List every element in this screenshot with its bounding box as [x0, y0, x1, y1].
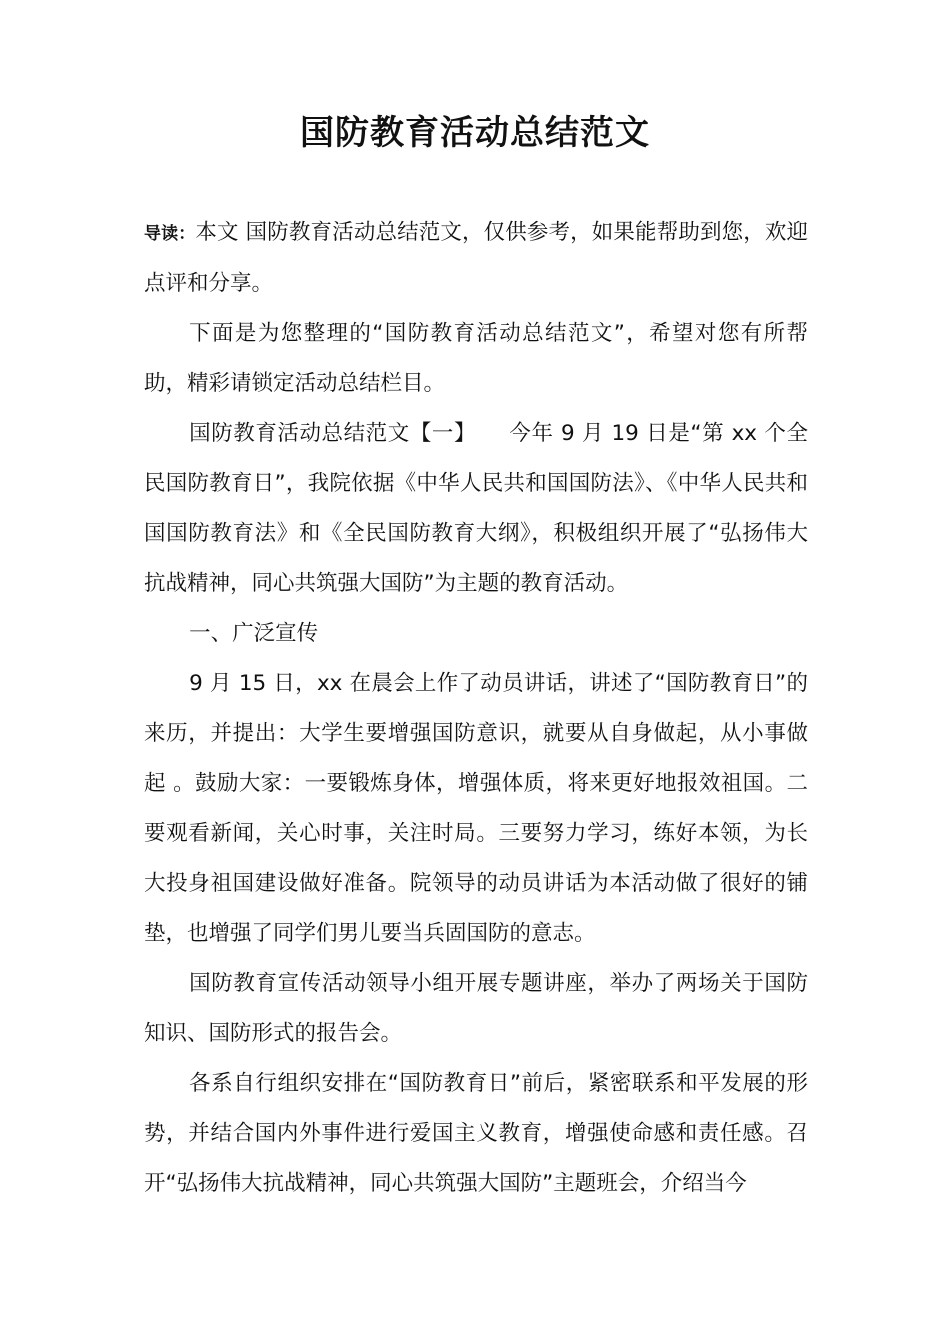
body-paragraph: 各系自行组织安排在“国防教育日”前后，紧密联系和平发展的形势，并结合国内外事件进行爱国主义教育，增强使命感和责任感。召开“弘扬伟大抗战精神，同心共筑强大国防”主题班会，介绍当今	[144, 1071, 808, 1196]
body-paragraph: 国防教育活动总结范文【一】 今年 9 月 19 日是“第 xx 个全民国防教育日”，我院依据《中华人民共和国国防法》、《中华人民共和国国防教育法》和《全民国防教育大纲》，积极组织开展了“弘扬伟大抗战精神，同心共筑强大国防”为主题的教育活动。	[144, 421, 808, 596]
document-body	[144, 208, 808, 1209]
body-paragraph: 下面是为您整理的“国防教育活动总结范文”，希望对您有所帮助，精彩请锁定活动总结栏目。	[144, 321, 808, 396]
lead-label: 导读：	[144, 224, 196, 244]
body-paragraph: 国防教育宣传活动领导小组开展专题讲座，举办了两场关于国防知识、国防形式的报告会。	[144, 971, 808, 1046]
section-heading: 一、广泛宣传	[189, 621, 319, 646]
lead-paragraph	[144, 208, 808, 309]
lead-text: 本文 国防教育活动总结范文，仅供参考，如果能帮助到您，欢迎点评和分享。	[144, 220, 808, 296]
body-paragraph: 9 月 15 日，xx 在晨会上作了动员讲话，讲述了“国防教育日”的来历，并提出：大学生要增强国防意识，就要从自身做起，从小事做起 。鼓励大家：一要锻炼身体，增强体质，将来更好地报效祖国。二要观看新闻，关心时事，关注时局。三要努力学习，练好本领，为长大投身祖国建设做好准备。院领导的动员讲话为本活动做了很好的铺垫，也增强了同学们男儿要当兵固国防的意志。	[144, 671, 808, 946]
document-title: 国防教育活动总结范文	[300, 113, 650, 153]
